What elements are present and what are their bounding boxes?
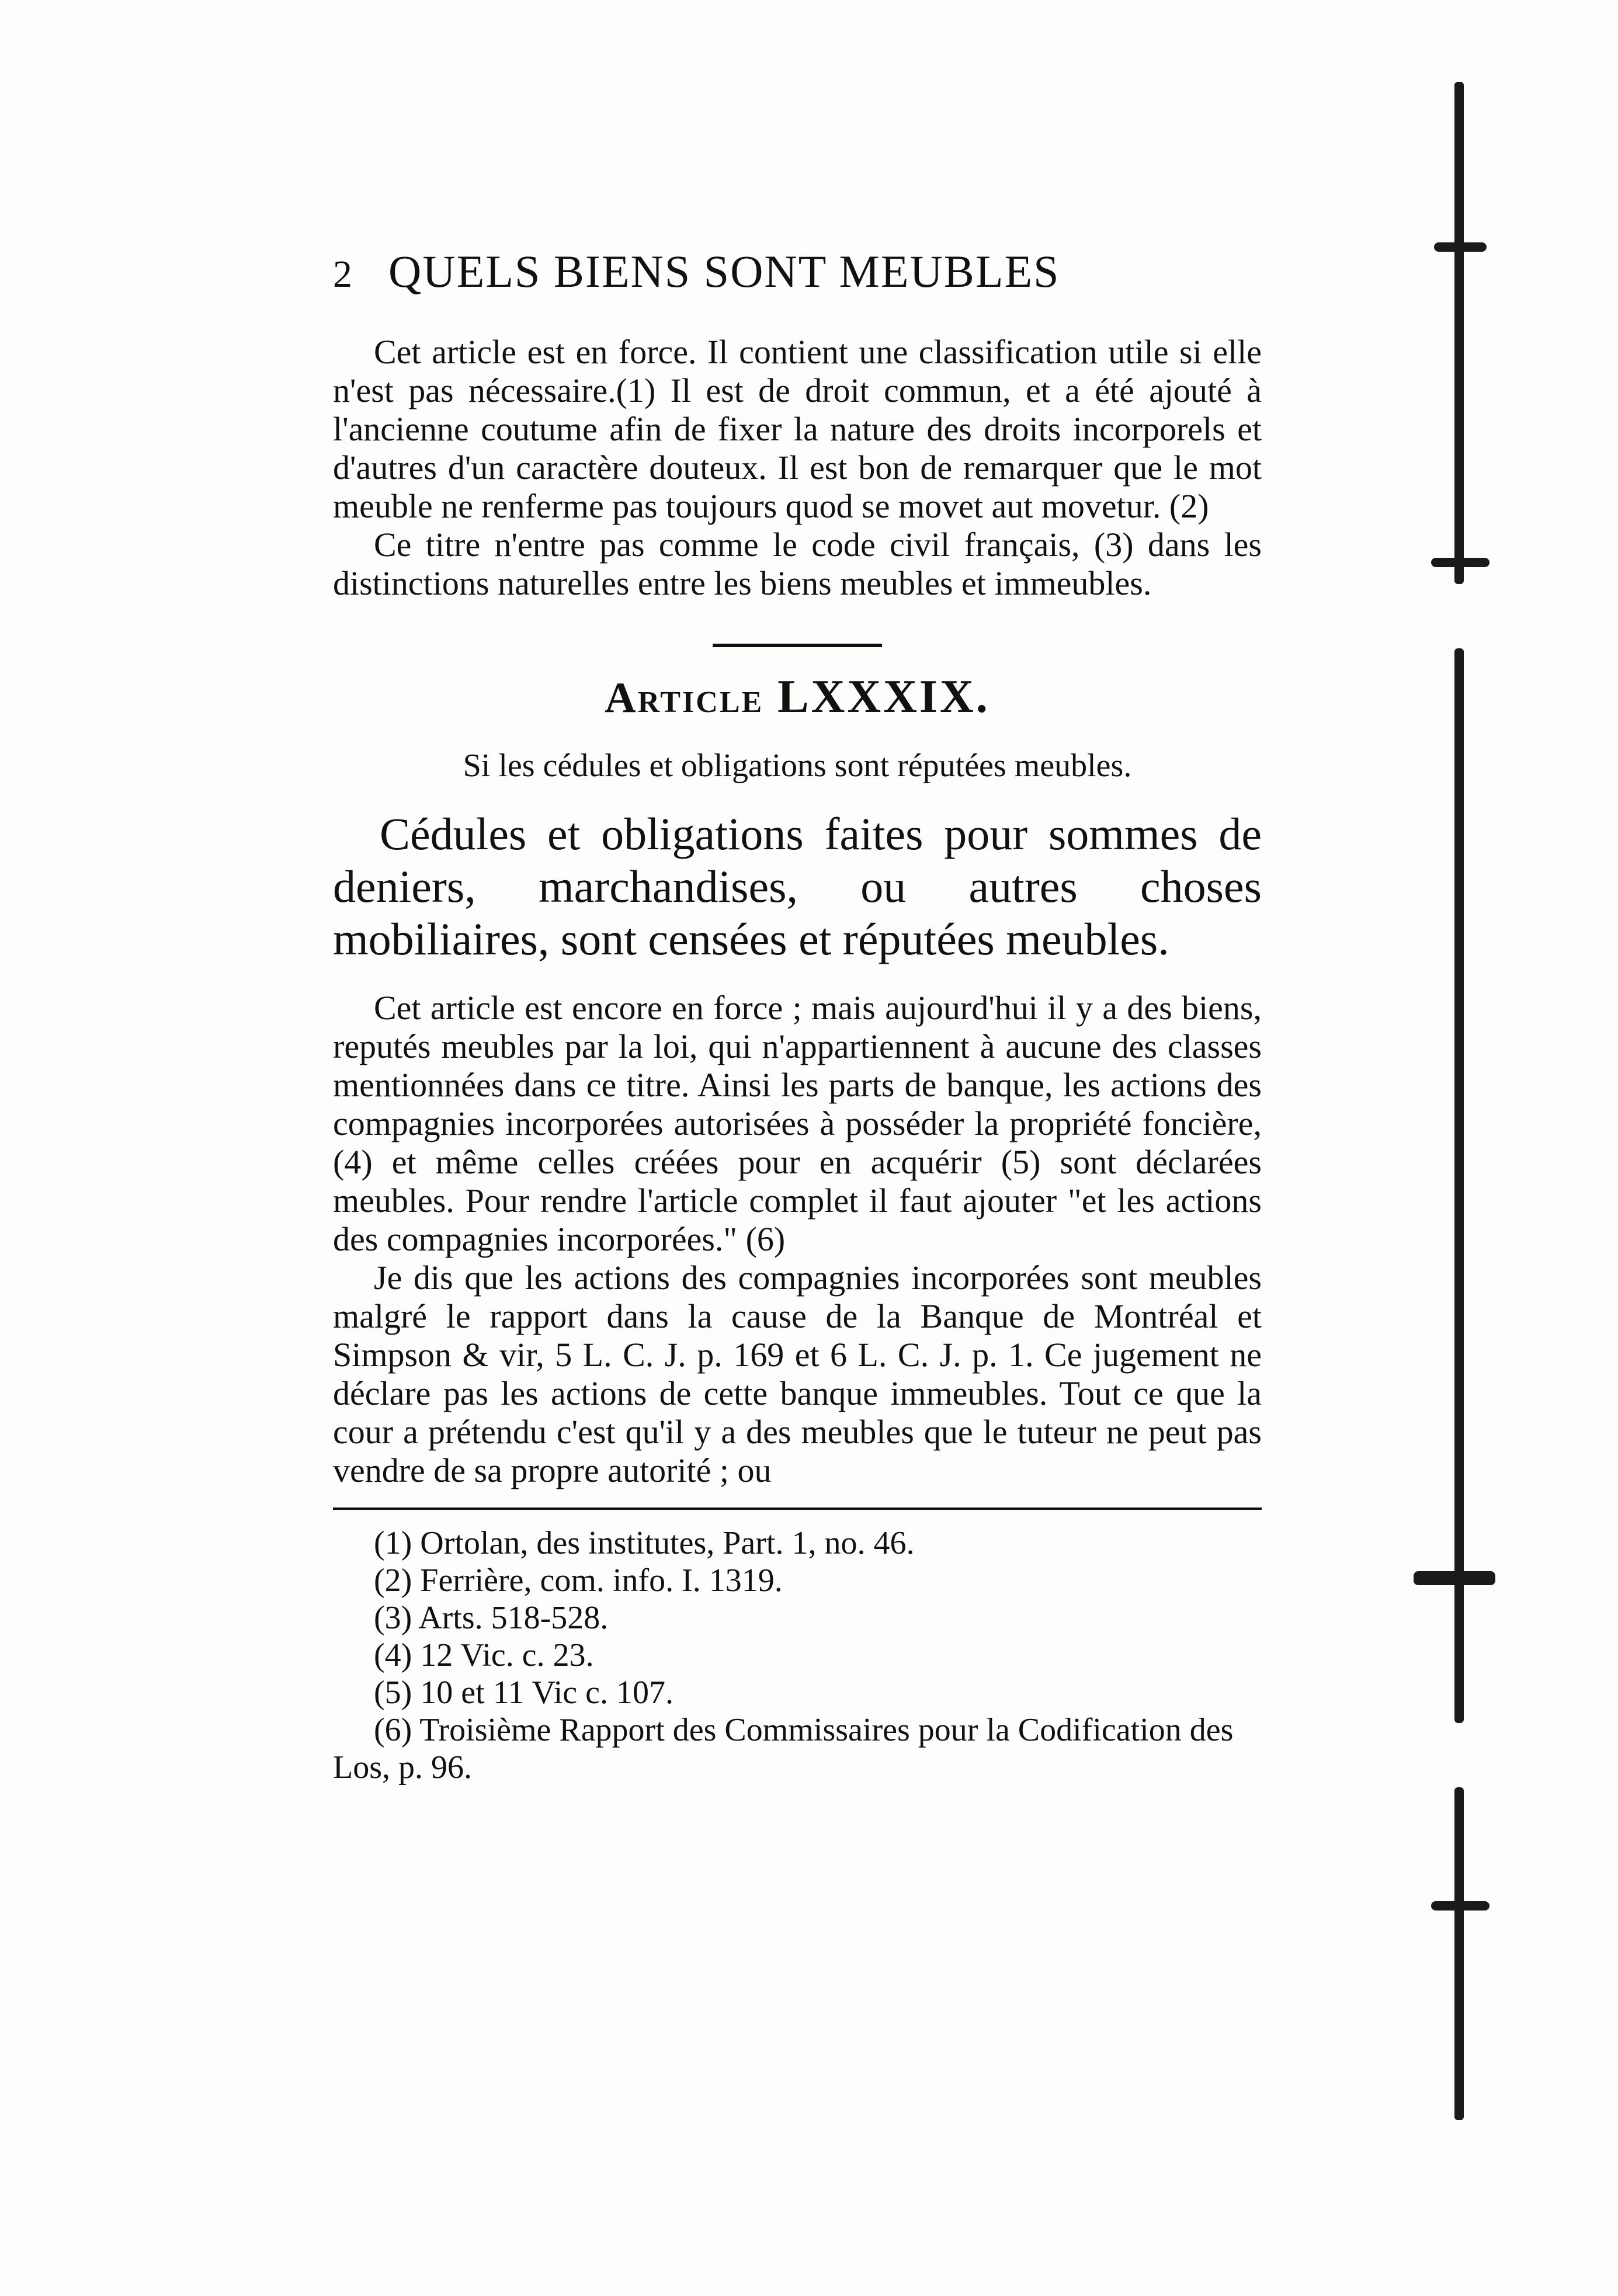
scan-edge-mark [1454,1787,1464,2120]
running-title: QUELS BIENS SONT MEUBLES [388,246,1060,297]
footnote: (6) Troisième Rapport des Commissaires pour la Codification des Los, p. 96. [333,1712,1234,1786]
scan-cross-mark [1431,558,1489,567]
footnote: (1) Ortolan, des institutes, Part. 1, no. 46. [374,1525,915,1561]
article-title-prefix: Article [605,674,764,722]
commentary-paragraph: Je dis que les actions des compagnies incorporées sont meubles malgré le rapport dans la cause de la Banque de Montréal et Simpson & vir, 5 L. C. J. p. 169 et 6 L. C. J. p. 1. Ce jugement ne déclare pas les actions de cette banque immeubles. Tout ce que la cour a prétendu c'est qu'il y a des meubles que le tuteur ne peut pas vendre de sa propre autorité ; ou [333,1259,1262,1489]
commentary-paragraph: Cet article est encore en force ; mais aujourd'hui il y a des biens, reputés meubles par la loi, qui n'appartiennent à aucune des classes mentionnées dans ce titre. Ainsi les parts de banque, les actions des compagnies incorporées autorisées à posséder la propriété foncière, (4) et même celles créées pour en acquérir (5) sont déclarées meubles. Pour rendre l'article complet il faut ajouter "et les actions des compagnies incorporées." (6) [333,989,1262,1258]
scan-cross-mark [1431,1901,1489,1911]
article-title [333,671,1262,724]
footnote: (2) Ferrière, com. info. I. 1319. [374,1562,783,1599]
running-header [333,245,1262,310]
scan-edge-mark [1454,648,1464,1723]
article-title-number: LXXXIX. [777,671,990,723]
intro-paragraph: Ce titre n'entre pas comme le code civil français, (3) dans les distinctions naturelles entre les biens meubles et immeubles. [333,526,1262,602]
footnote: (4) 12 Vic. c. 23. [374,1637,594,1673]
footnote-list [333,1524,1262,1786]
scan-cross-mark [1434,242,1487,252]
page-number: 2 [333,253,353,296]
footnote: (3) Arts. 518-528. [374,1600,609,1636]
scan-edge-mark [1454,82,1464,584]
article-text: Cédules et obligations faites pour sommes de deniers, marchandises, ou autres choses mobiliaires, sont censées et réputées meubles. [333,808,1262,964]
article-subtitle: Si les cédules et obligations sont réputées meubles. [463,748,1132,784]
scan-cross-mark [1414,1571,1495,1585]
section-divider [713,644,882,647]
page [333,245,1262,1786]
footnote: (5) 10 et 11 Vic c. 107. [374,1675,673,1711]
intro-paragraph: Cet article est en force. Il contient une classification utile si elle n'est pas nécessaire.(1) Il est de droit commun, et a été ajouté à l'ancienne coutume afin de fixer la nature des droits incorporels et d'autres d'un caractère douteux. Il est bon de remarquer que le mot meuble ne renferme pas toujours quod se movet aut movetur. (2) [333,333,1262,525]
footnote-divider [333,1507,1262,1510]
